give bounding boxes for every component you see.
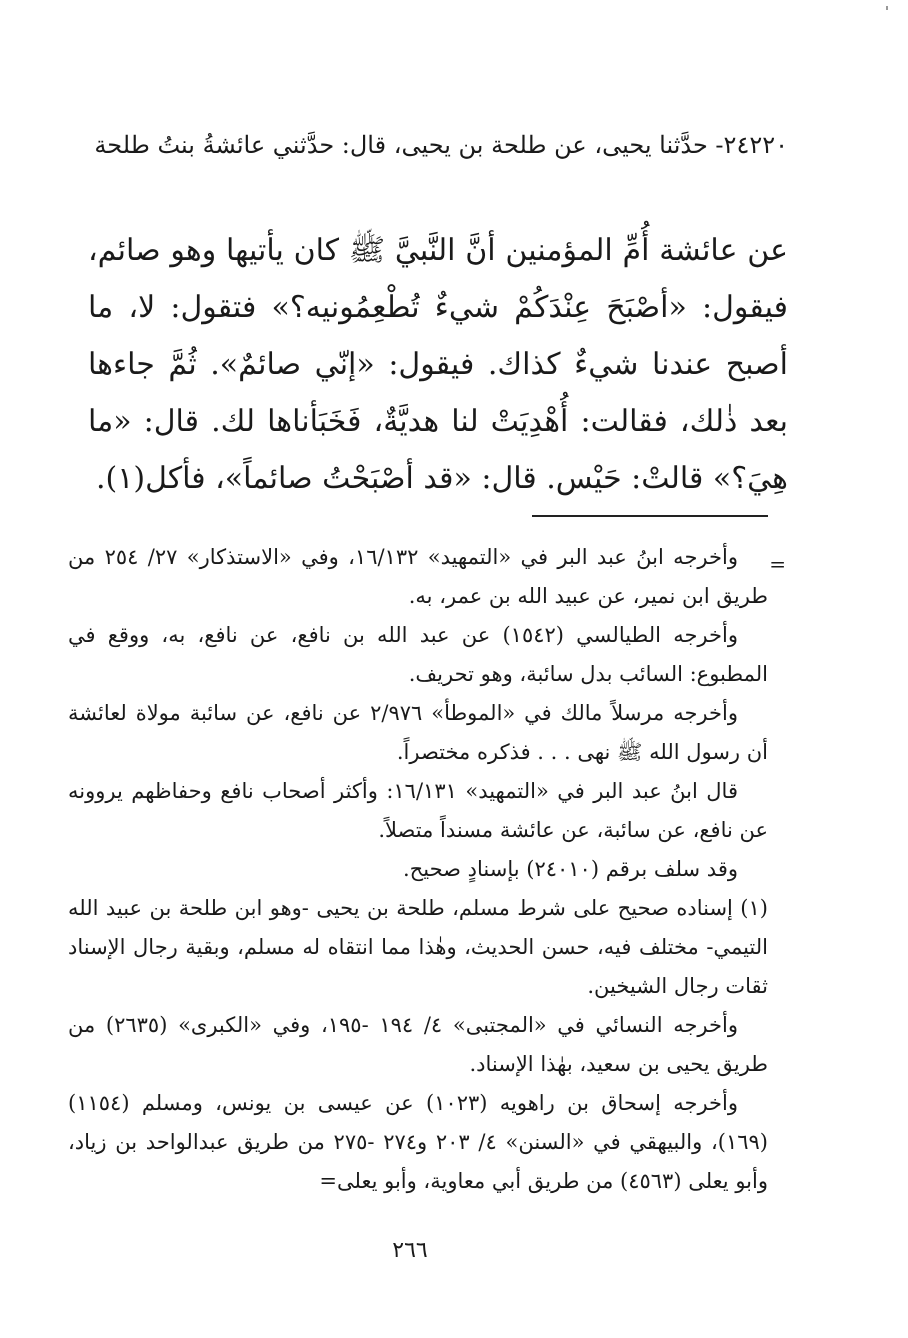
footnote-paragraph: وأخرجه مرسلاً مالك في «الموطأ» ٢/٩٧٦ عن نافع، عن سائبة مولاة لعائشة أن رسول الله ﷺ نهى . . . فذكره مختصراً. (68, 701, 768, 764)
footnote-divider (532, 515, 768, 517)
footnote-paragraph: وأخرجه إسحاق بن راهويه (١٠٢٣) عن عيسى بن يونس، ومسلم (١١٥٤) (١٦٩)، والبيهقي في «السنن» ٤/ ٢٠٣ و٢٧٤ -٢٧٥ من طريق عبدالواحد بن زياد، وأبو يعلى (٤٥٦٣) من طريق أبي معاوية، وأبو يعلى= (68, 1091, 768, 1193)
hadith-header: ٢٤٢٢٠- حدَّثنا يحيى، عن طلحة بن يحيى، قال: حدَّثني عائشةُ بنتُ طلحة (94, 131, 788, 159)
footnote-paragraph: وقد سلف برقم (٢٤٠١٠) بإسنادٍ صحيح. (403, 857, 738, 881)
footnote-paragraph: وأخرجه ابنُ عبد البر في «التمهيد» ١٦/١٣٢، وفي «الاستذكار» ٢٧/ ٢٥٤ من طريق ابن نمير، عن عبيد الله بن عمر، به. (68, 545, 768, 608)
footnotes (68, 538, 768, 1201)
hadith-body: عن عائشة أُمِّ المؤمنين أنَّ النَّبيَّ ﷺ كان يأتيها وهو صائم، فيقول: «أصْبَحَ عِنْدَكُمْ شيءٌ تُطْعِمُونيه؟» فتقول: لا، ما أصبح عندنا شيءٌ كذاك. فيقول: «إنّي صائمٌ». ثُمَّ جاءها بعد ذٰلك، فقالت: أُهْدِيَتْ لنا هديَّةٌ، فَخَبَأناها لك. قال: «ما هِيَ؟» قالتْ: حَيْس. قال: «قد أصْبَحْتُ صائماً»، فأكل(١). (88, 233, 788, 496)
footnote-paragraph: وأخرجه النسائي في «المجتبى» ٤/ ١٩٤ -١٩٥، وفي «الكبرى» (٢٦٣٥) من طريق يحيى بن سعيد، بهٰذا الإسناد. (68, 1013, 768, 1076)
footnote-continuation-mark: = (769, 552, 786, 576)
footnote-paragraph: وأخرجه الطيالسي (١٥٤٢) عن عبد الله بن نافع، عن نافع، به، ووقع في المطبوع: السائب بدل سائبة، وهو تحريف. (68, 623, 768, 686)
corner-mark (886, 6, 888, 10)
footnote-paragraph: قال ابنُ عبد البر في «التمهيد» ١٦/١٣١: وأكثر أصحاب نافع وحفاظهم يروونه عن نافع، عن سائبة، عن عائشة مسنداً متصلاً. (68, 779, 768, 842)
footnote-paragraph: (١) إسناده صحيح على شرط مسلم، طلحة بن يحيى -وهو ابن طلحة بن عبيد الله التيمي- مختلف فيه، حسن الحديث، وهٰذا مما انتقاه له مسلم، وبقية رجال الإسناد ثقات رجال الشيخين. (68, 896, 768, 998)
page-number: ٢٦٦ (392, 1238, 428, 1263)
